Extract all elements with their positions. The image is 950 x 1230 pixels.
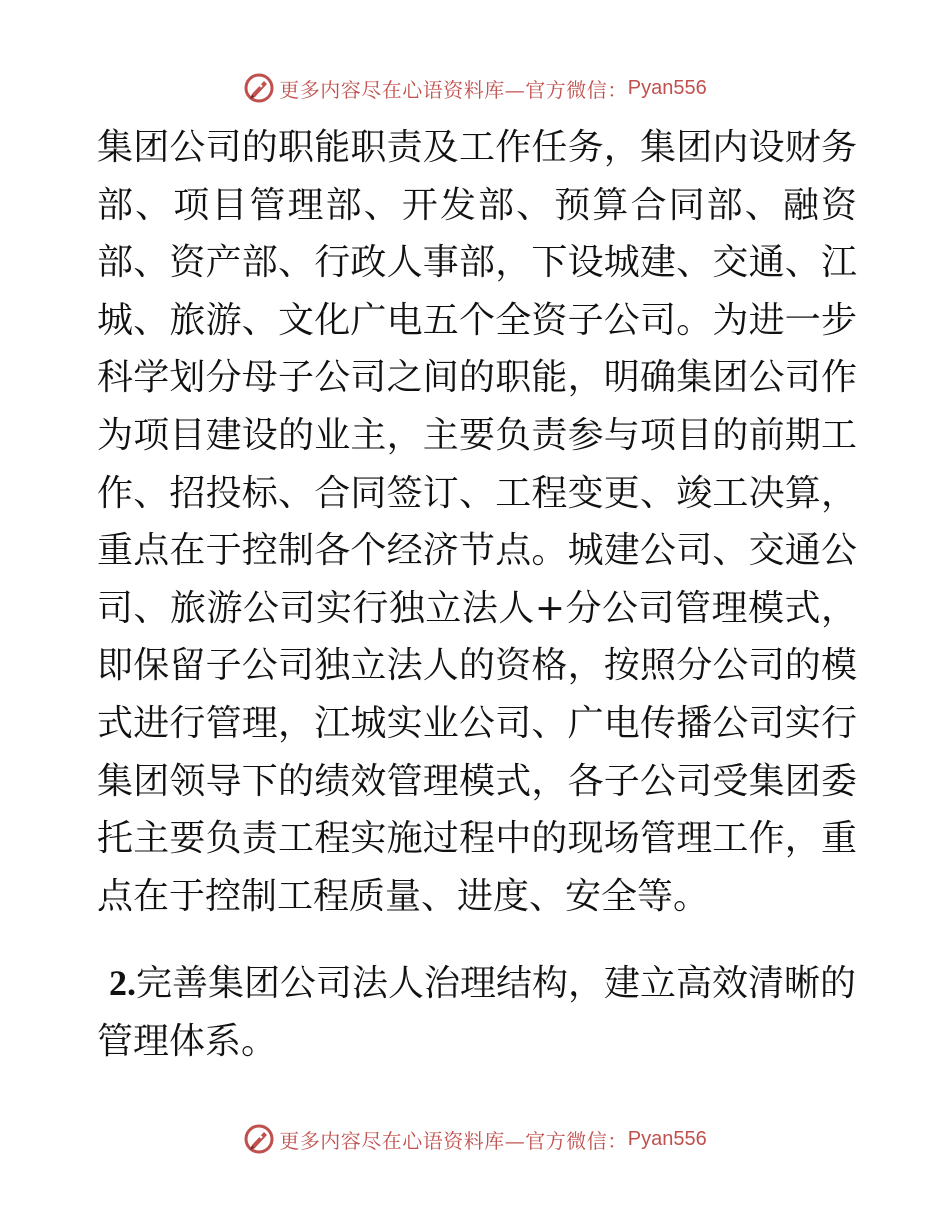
- pen-logo-icon: [243, 72, 275, 104]
- watermark-text: 更多内容尽在心语资料库—官方微信：: [279, 1128, 628, 1153]
- watermark-wechat-id: Pyan556: [627, 1127, 707, 1150]
- pen-logo-icon: [243, 1123, 275, 1155]
- watermark-text: 更多内容尽在心语资料库—官方微信：: [279, 77, 628, 102]
- section-number: 2.: [109, 963, 136, 1003]
- watermark-wechat-id: Pyan556: [627, 76, 707, 99]
- body-paragraph: 集团公司的职能职责及工作任务，集团内设财务部、项目管理部、开发部、预算合同部、融资部、资产部、行政人事部，下设城建、交通、江城、旅游、文化广电五个全资子公司。为进一步科学划分母子公司之间的职能，明确集团公司作为项目建设的业主，主要负责参与项目的前期工作、招投标、合同签订、工程变更、竣工决算，重点在于控制各个经济节点。城建公司、交通公司、旅游公司实行独立法人+分公司管理模式，即保留子公司独立法人的资格，按照分公司的模式进行管理，江城实业公司、广电传播公司实行集团领导下的绩效管理模式，各子公司受集团委托主要负责工程实施过程中的现场管理工作，重点在于控制工程质量、进度、安全等。: [97, 127, 857, 917]
- section-heading-text: 完善集团公司法人治理结构，建立高效清晰的管理体系。: [97, 963, 857, 1062]
- header-watermark: [0, 72, 950, 104]
- footer-watermark: [0, 1123, 950, 1155]
- section-heading: [97, 955, 857, 1070]
